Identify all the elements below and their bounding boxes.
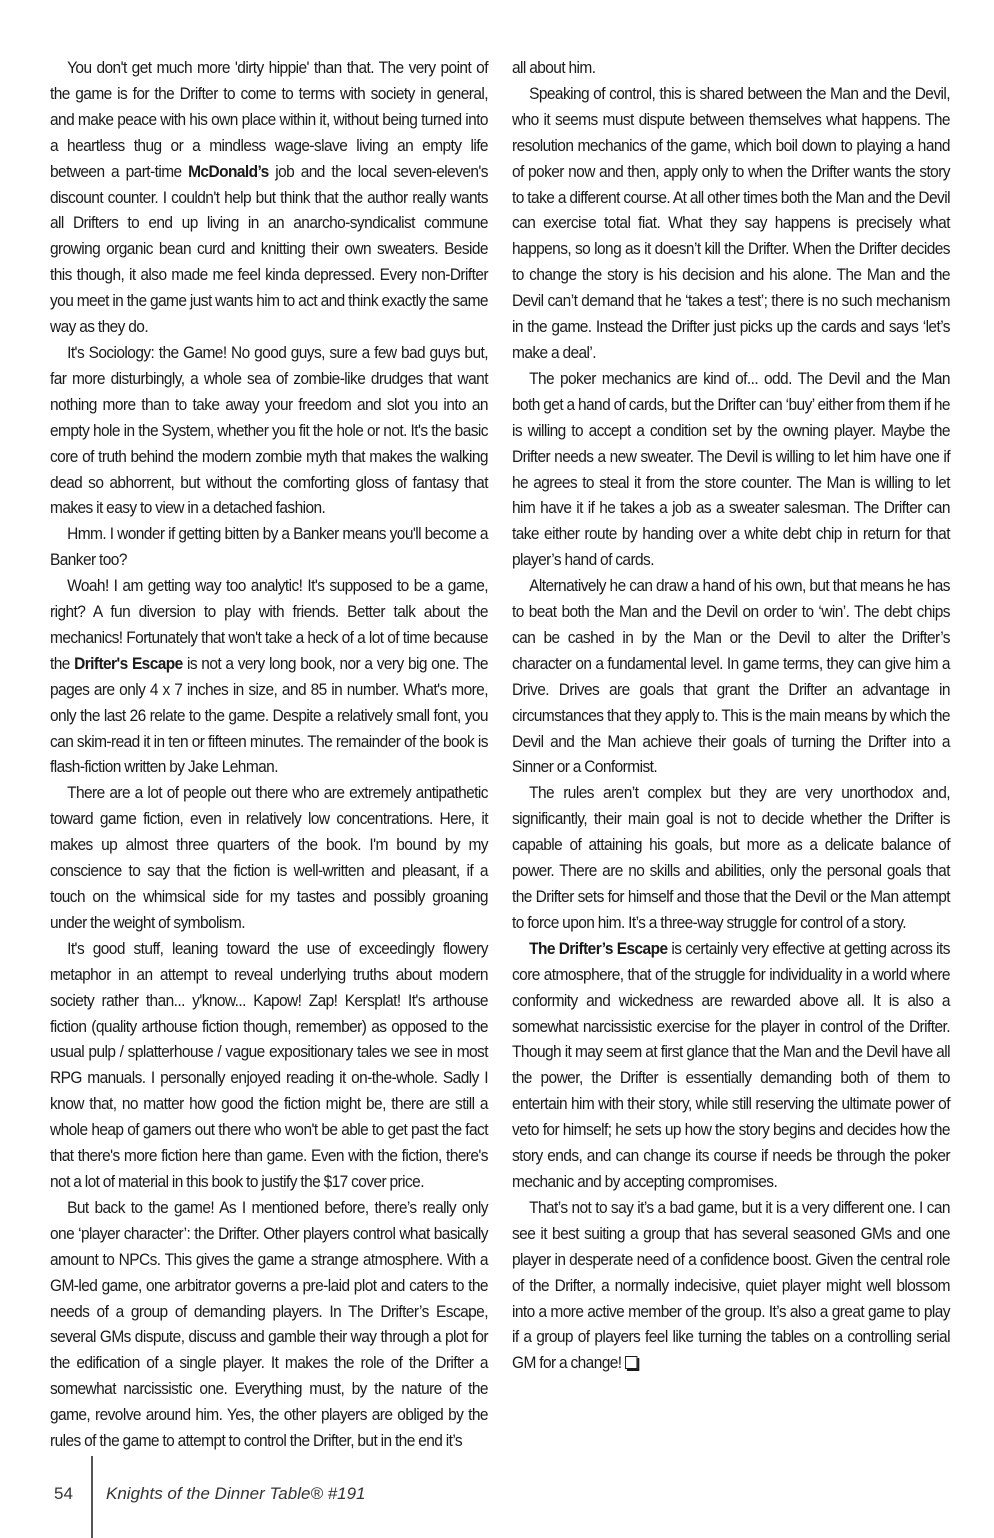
footer-divider xyxy=(91,1456,93,1538)
bold-title-text: McDonald’s xyxy=(188,162,269,181)
article-paragraph xyxy=(50,574,488,781)
paragraph-text: It's Sociology: the Game! No good guys, sure a few bad guys but, far more disturbingly, a whole sea of zombie-like drudges that want nothing more than to take away your freedom and slot you into an empty hole in the System, whether you fit the hole or not. It's the basic core of truth behind the modern zombie myth that makes the walking dead so abhorrent, but without the comforting gloss of fantasy that makes it easy to view in a detached fashion. xyxy=(50,343,488,518)
bold-title-text: The Drifter’s Escape xyxy=(529,939,668,958)
paragraph-text: Hmm. I wonder if getting bitten by a Banker means you'll become a Banker too? xyxy=(50,525,488,570)
publication-title: Knights of the Dinner Table® #191 xyxy=(106,1484,366,1503)
article-paragraph xyxy=(50,781,488,936)
article-paragraph xyxy=(50,1196,488,1455)
article-paragraph xyxy=(512,574,950,781)
paragraph-text: There are a lot of people out there who are extremely antipathetic toward game fiction, even in relatively low concentrations. Here, it makes up almost three quarters of the book. I'm bound by my conscience to say that the fiction is well-written and pleasant, if a touch on the whimsical side for my tastes and possibly groaning under the weight of symbolism. xyxy=(50,784,488,932)
paragraph-text: But back to the game! As I mentioned before, there’s really only one ‘player character’: the Drifter. Other players control what basically amount to NPCs. This gives the game a strange atmosphere. With a GM-led game, one arbitrator governs a pre-laid plot and caters to the needs of a group of demanding players. In The Drifter’s Escape, several GMs dispute, discuss and gamble their way through a plot for the edification of a single player. It makes the role of the Drifter a somewhat narcissistic one. Everything must, by the nature of the game, revolve around him. Yes, the other players are obliged by the rules of the game to attempt to control the Drifter, but in the end it’s xyxy=(50,1198,488,1451)
article-column-left xyxy=(50,56,488,1455)
paragraph-text: It's good stuff, leaning toward the use of exceedingly flowery metaphor in an attempt to reveal underlying truths about modern society rather than... y'know... Kapow! Zap! Kersplat! It's arthouse fiction (quality arthouse fiction though, remember) as opposed to the usual pulp / splatterhouse / vague expositionary tales we see in most RPG manuals. I personally enjoyed reading it on-the-whole. Sadly I know that, no matter how good the fiction might be, there are still a whole heap of gamers out there who won't be able to get past the fact that there's more fiction here than game. Even with the fiction, there's not a lot of material in this book to justify the $17 cover price. xyxy=(50,939,488,1191)
article-paragraph xyxy=(50,341,488,522)
article-paragraph xyxy=(512,1196,950,1377)
paragraph-text: The rules aren’t complex but they are very unorthodox and, significantly, their main goal is not to decide whether the Drifter is capable of attaining his goals, but more as a delicate balance of power. There are no skills and abilities, only the personal goals that the Drifter sets for himself and those that the Devil or the Man attempt to force upon him. It’s a three-way struggle for control of a story. xyxy=(512,784,950,932)
paragraph-text: is certainly very effective at getting across its core atmosphere, that of the struggle for individuality in a world where conformity and wickedness are rewarded above all. It is also a somewhat narcissistic exercise for the player in control of the Drifter. Though it may seem at first glance that the Man and the Devil have all the power, the Drifter is essentially demanding both of them to entertain him with their story, while still reserving the ultimate power of veto for himself; he sets up how the story begins and decides how the story ends, and can change its course if needs be through the poker mechanic and by accepting compromises. xyxy=(512,939,950,1191)
article-paragraph xyxy=(50,522,488,574)
paragraph-text: Alternatively he can draw a hand of his own, but that means he has to beat both the Man and the Devil on order to ‘win’. The debt chips can be cashed in by the Man or the Devil to alter the Drifter’s character on a fundamental level. In game terms, they can give him a Drive. Drives are goals that grant the Drifter an advantage in circumstances that they apply to. This is the main means by which the Devil and the Man achieve their goals of turning the Drifter into a Sinner or a Conformist. xyxy=(512,577,950,777)
article-paragraph xyxy=(50,56,488,341)
paragraph-text: job and the local seven-eleven's discount counter. I couldn't help but think that the author really wants all Drifters to end up living in an anarcho-syndicalist commune growing organic bean curd and knitting their own sweaters. Beside this though, it also made me feel kinda depressed. Every non-Drifter you meet in the game just wants him to act and think exactly the same way as they do. xyxy=(50,162,488,337)
paragraph-text: Speaking of control, this is shared between the Man and the Devil, who it seems must dispute between themselves what happens. The resolution mechanics of the game, which boil down to playing a hand of poker now and then, apply only to when the Drifter wants the story to take a different course. At all other times both the Man and the Devil can exercise total fiat. What they say happens is precisely what happens, so long as it doesn’t kill the Drifter. When the Drifter decides to change the story is his decision and his alone. The Man and the Devil can’t demand that he ‘takes a test’; there is no such mechanism in the game. Instead the Drifter just picks up the cards and says ‘let’s make a deal’. xyxy=(512,84,950,362)
paragraph-text: You don't get much more 'dirty hippie' than that. The very point of the game is for the Drifter to come to terms with society in general, and make peace with his own place within it, without being turned into a heartless thug or a mindless wage-slave living an empty life between a part-time xyxy=(50,59,488,181)
article-paragraph xyxy=(512,367,950,574)
paragraph-text: That’s not to say it’s a bad game, but it is a very different one. I can see it best suiting a group that has several seasoned GMs and one player in desperate need of a confidence boost. Given the central role of the Drifter, a normally indecisive, quiet player might well blossom into a more active member of the group. It’s also a great game to play if a group of players feel like turning the tables on a controlling serial GM for a change! xyxy=(512,1198,950,1373)
paragraph-text: Woah! I am getting way too analytic! It's supposed to be a game, right? A fun diversion to play with friends. Better talk about the mechanics! Fortunately that won't take a heck of a lot of time because the xyxy=(50,577,488,673)
page-footer xyxy=(0,1456,994,1538)
article-paragraph xyxy=(512,82,950,367)
page-number: 54 xyxy=(54,1484,73,1503)
paragraph-text: all about him. xyxy=(512,59,596,77)
paragraph-text: is not a very long book, nor a very big one. The pages are only 4 x 7 inches in size, and 85 in number. What's more, only the last 26 relate to the game. Despite a relatively small font, you can skim-read it in ten or fifteen minutes. The remainder of the book is flash-fiction written by Jake Lehman. xyxy=(50,654,488,777)
article-paragraph xyxy=(512,56,950,82)
article-column-right xyxy=(512,56,950,1377)
bold-title-text: Drifter's Escape xyxy=(74,654,183,673)
article-paragraph xyxy=(512,937,950,1196)
end-of-article-box-icon xyxy=(625,1356,637,1369)
paragraph-text: The poker mechanics are kind of... odd. The Devil and the Man both get a hand of cards, but the Drifter can ‘buy’ either from them if he is willing to accept a condition set by the owning player. Maybe the Drifter needs a new sweater. The Devil is willing to let him have one if he agrees to steal it from the store counter. The Man is willing to let him have it if he takes a job as a sweater salesman. The Drifter can take either route by handing over a white debt chip in return for that player’s hand of cards. xyxy=(512,369,950,570)
article-paragraph xyxy=(50,937,488,1196)
article-paragraph xyxy=(512,781,950,936)
